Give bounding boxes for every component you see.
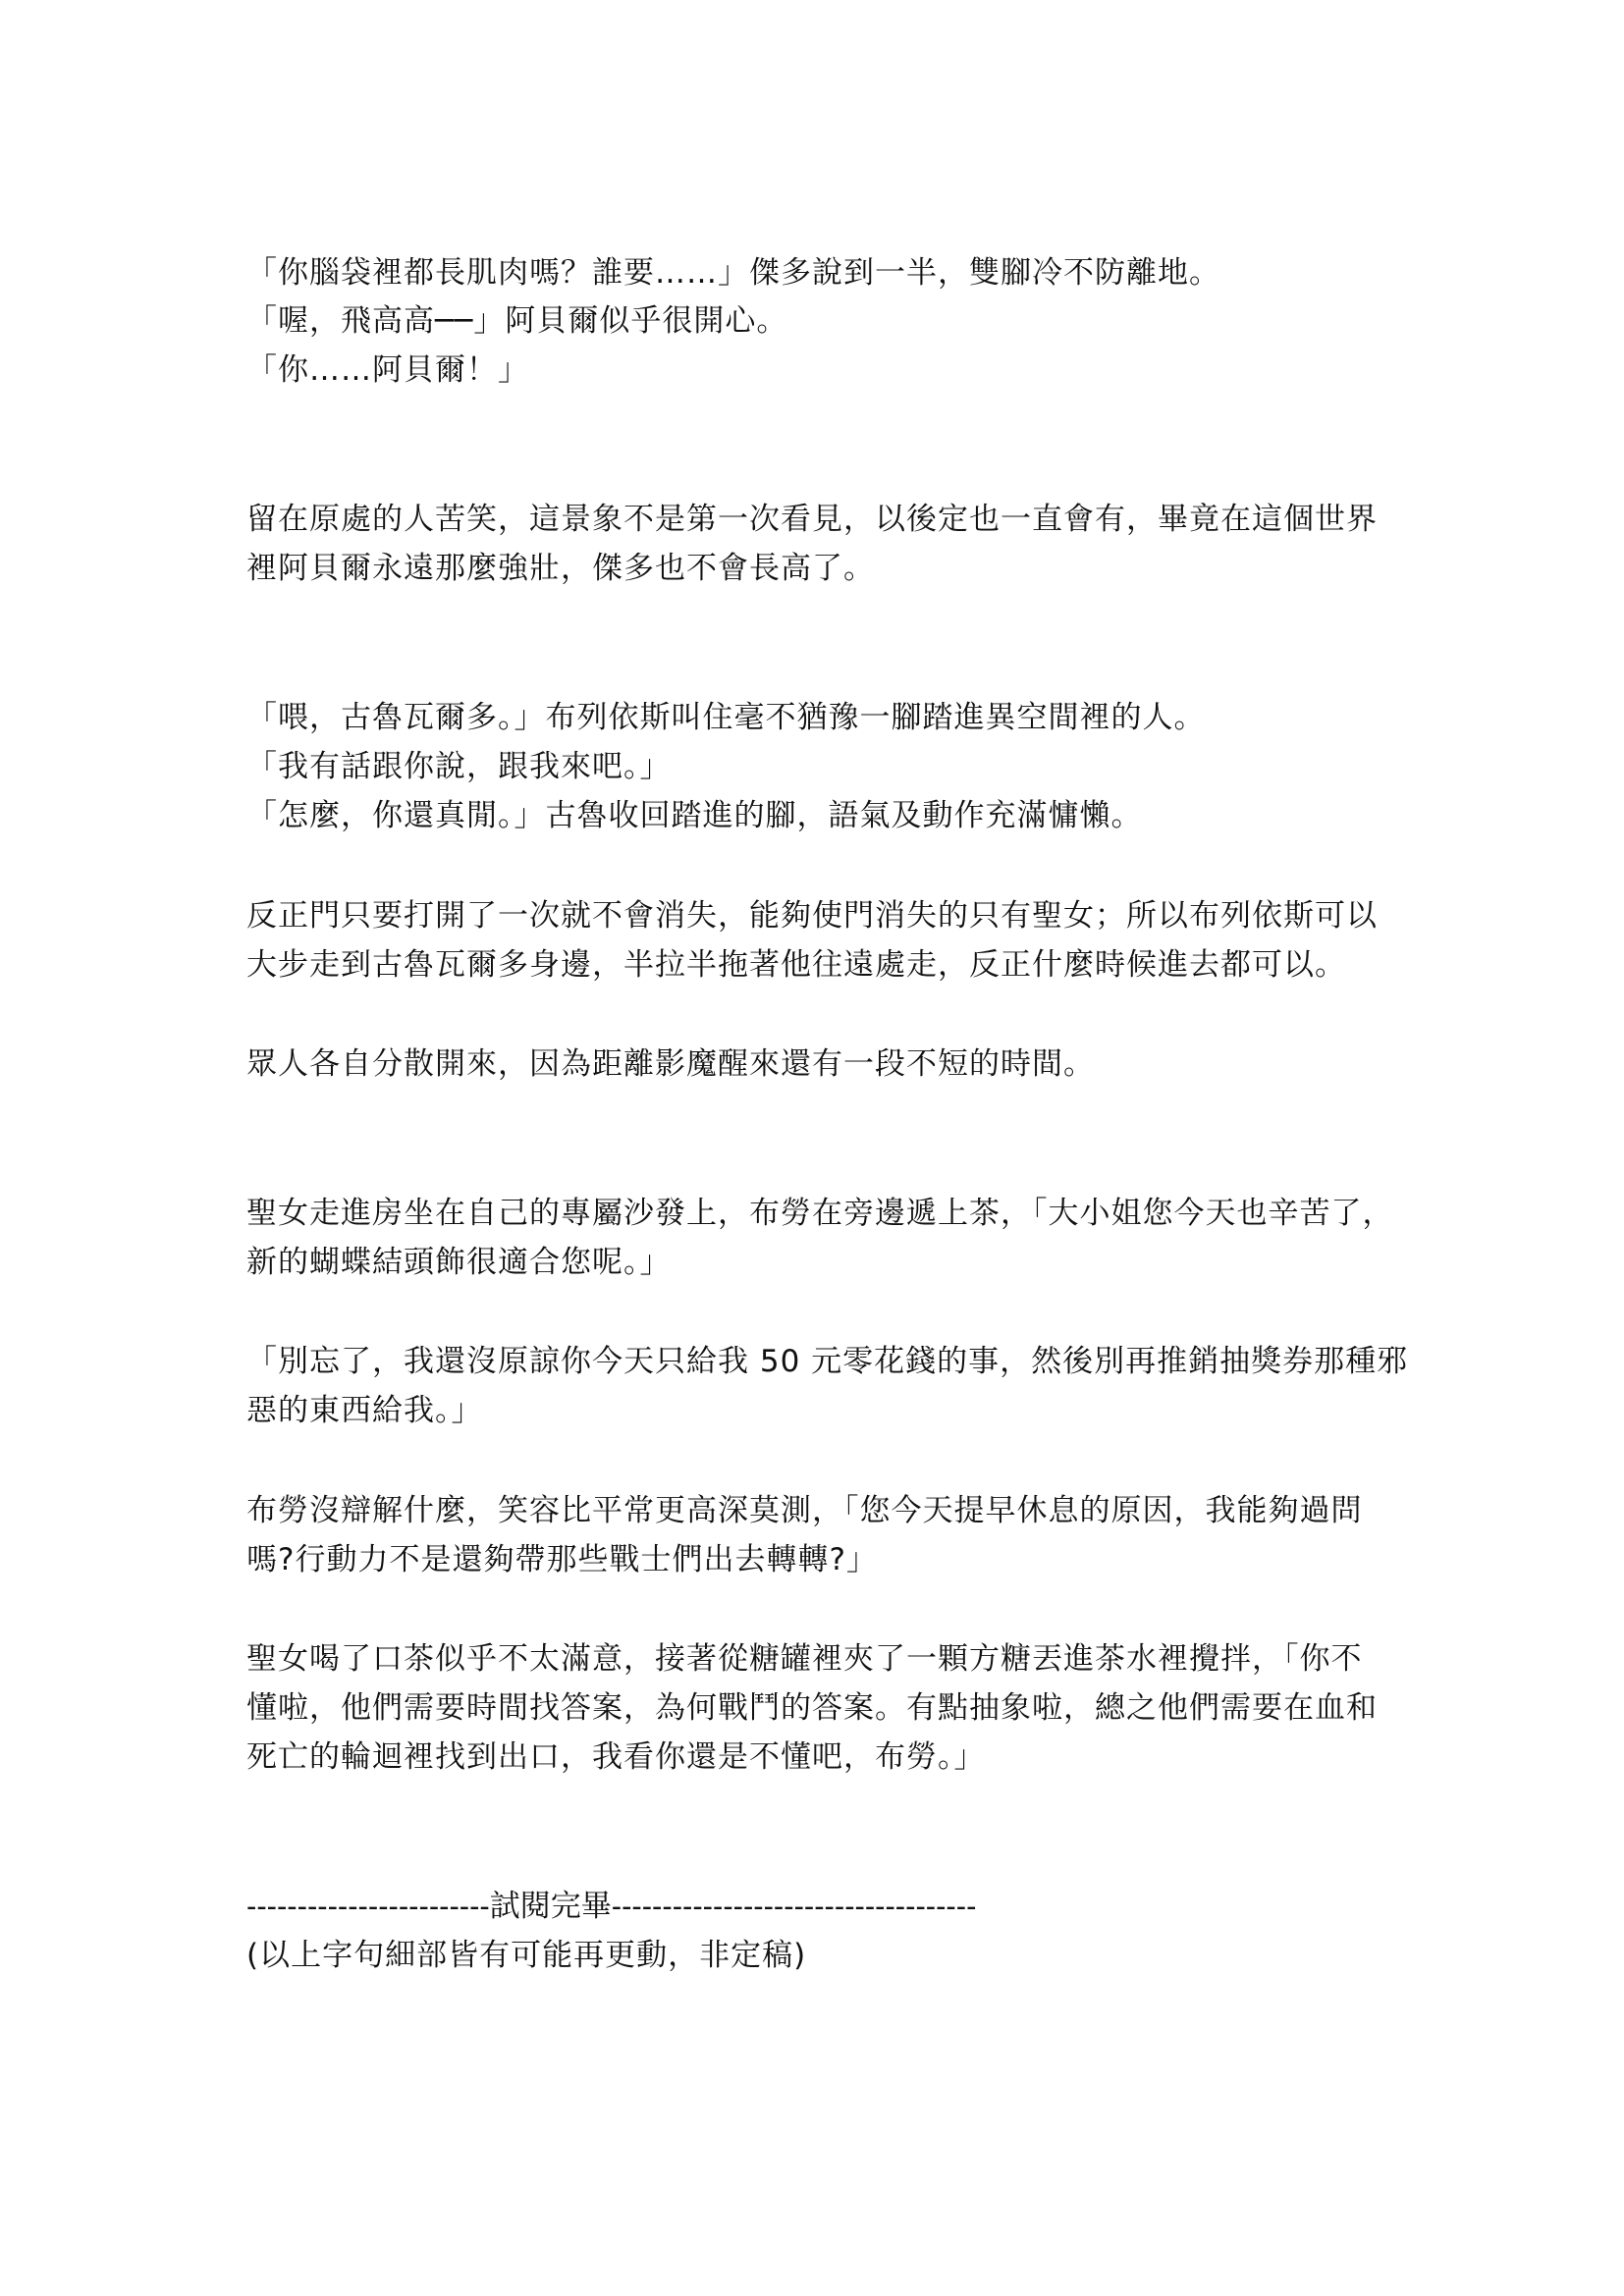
text-line: 嗎?行動力不是還夠帶那些戰士們出去轉轉?」 [246, 1542, 878, 1577]
text-line: 惡的東西給我。」 [246, 1393, 483, 1428]
text-line: 「你……阿貝爾！」 [246, 352, 529, 388]
draft-note: (以上字句細部皆有可能再更動，非定稿) [246, 1938, 807, 1973]
text-line: 懂啦，他們需要時間找答案，為何戰鬥的答案。有點抽象啦，總之他們需要在血和 [246, 1690, 1378, 1726]
text-line: 布勞沒辯解什麼，笑容比平常更高深莫測，「您今天提早休息的原因，我能夠過問 [246, 1493, 1363, 1528]
text-line: 大步走到古魯瓦爾多身邊，半拉半拖著他往遠處走，反正什麼時候進去都可以。 [246, 947, 1346, 983]
text-line: 「我有話跟你說，跟我來吧。」 [246, 749, 672, 784]
text-line: 「喔，飛高高──」阿貝爾似乎很開心。 [246, 303, 788, 339]
text-line: 聖女走進房坐在自己的專屬沙發上，布勞在旁邊遞上茶，「大小姐您今天也辛苦了， [246, 1196, 1394, 1231]
text-line: 「怎麼，你還真閒。」古魯收回踏進的腳，語氣及動作充滿慵懶。 [246, 798, 1143, 833]
text-line: 死亡的輪迴裡找到出口，我看你還是不懂吧，布勞。」 [246, 1739, 986, 1775]
text-line: 「喂，古魯瓦爾多。」布列依斯叫住毫不猶豫一腳踏進異空間裡的人。 [246, 700, 1206, 735]
text-line: 聖女喝了口茶似乎不太滿意，接著從糖罐裡夾了一顆方糖丟進茶水裡攪拌，「你不 [246, 1641, 1363, 1677]
end-of-preview-divider: ------------------------試閱完畢------------------------------------ [246, 1889, 977, 1923]
text-line: 眾人各自分散開來，因為距離影魔醒來還有一段不短的時間。 [246, 1046, 1095, 1082]
text-line: 留在原處的人苦笑，這景象不是第一次看見，以後定也一直會有，畢竟在這個世界 [246, 502, 1378, 537]
text-line: 「你腦袋裡都長肌肉嗎？誰要……」傑多說到一半，雙腳冷不防離地。 [246, 255, 1220, 291]
text-line: 反正門只要打開了一次就不會消失，能夠使門消失的只有聖女；所以布列依斯可以 [246, 898, 1378, 934]
text-line: 裡阿貝爾永遠那麼強壯，傑多也不會長高了。 [246, 551, 875, 586]
text-line: 「別忘了，我還沒原諒你今天只給我 50 元零花錢的事，然後別再推銷抽獎券那種邪 [246, 1344, 1409, 1379]
text-line: 新的蝴蝶結頭飾很適合您呢。」 [246, 1245, 672, 1280]
